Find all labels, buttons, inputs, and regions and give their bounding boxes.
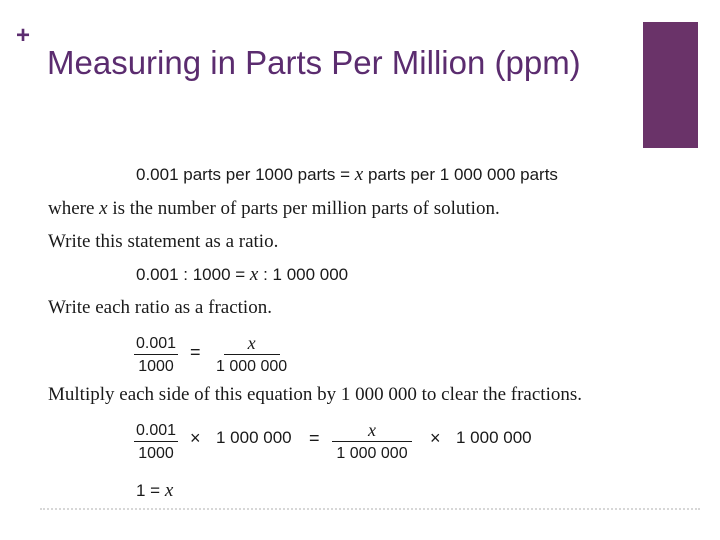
definition-end: is the number of parts per million parts of solution. xyxy=(107,198,500,219)
ratio-variable: x xyxy=(249,264,259,285)
times-sign: × xyxy=(190,428,201,448)
fraction-left-numerator: 0.001 xyxy=(134,334,178,355)
equation-statement xyxy=(136,164,558,186)
variable-definition xyxy=(48,198,500,220)
fraction-left-denominator: 1000 xyxy=(138,358,174,375)
statement-left: 0.001 parts per 1000 parts = xyxy=(136,165,355,184)
ratio-right: : 1 000 000 xyxy=(258,265,349,284)
ratio-left: 0.001 : 1000 = xyxy=(136,265,250,284)
definition-variable: x xyxy=(99,198,108,219)
result-left: 1 = xyxy=(136,481,165,500)
fraction-left-2 xyxy=(134,421,178,463)
fraction-right xyxy=(216,334,287,376)
fraction-left-2-numerator: 0.001 xyxy=(134,421,178,442)
multiplier-right: 1 000 000 xyxy=(456,428,532,447)
equals-sign: = xyxy=(190,342,201,362)
result-variable: x xyxy=(164,480,174,501)
result-equation xyxy=(136,480,173,502)
statement-right: parts per 1 000 000 parts xyxy=(363,165,558,184)
fraction-right-numerator: x xyxy=(224,334,280,355)
definition-start: where xyxy=(48,198,100,219)
instruction-fraction: Write each ratio as a fraction. xyxy=(48,297,272,318)
fraction-right-denominator: 1 000 000 xyxy=(216,358,288,375)
fraction-right-2 xyxy=(332,421,412,463)
ratio-equation xyxy=(136,264,348,286)
instruction-ratio: Write this statement as a ratio. xyxy=(48,231,279,252)
multiplier-left: 1 000 000 xyxy=(216,428,292,447)
slide-marker: + xyxy=(16,22,31,49)
instruction-multiply: Multiply each side of this equation by 1 000 000 to clear the fractions. xyxy=(48,384,582,405)
equals-sign-2: = xyxy=(309,428,320,448)
cut-off-text-line xyxy=(40,508,700,516)
fraction-left xyxy=(134,334,178,376)
fraction-left-2-denominator: 1000 xyxy=(138,445,174,462)
accent-bar xyxy=(643,22,698,148)
statement-variable: x xyxy=(354,164,364,185)
times-sign-2: × xyxy=(430,428,441,448)
fraction-right-2-numerator: x xyxy=(332,421,412,442)
fraction-right-2-denominator: 1 000 000 xyxy=(336,445,408,462)
slide-title: Measuring in Parts Per Million (ppm) xyxy=(47,44,581,81)
